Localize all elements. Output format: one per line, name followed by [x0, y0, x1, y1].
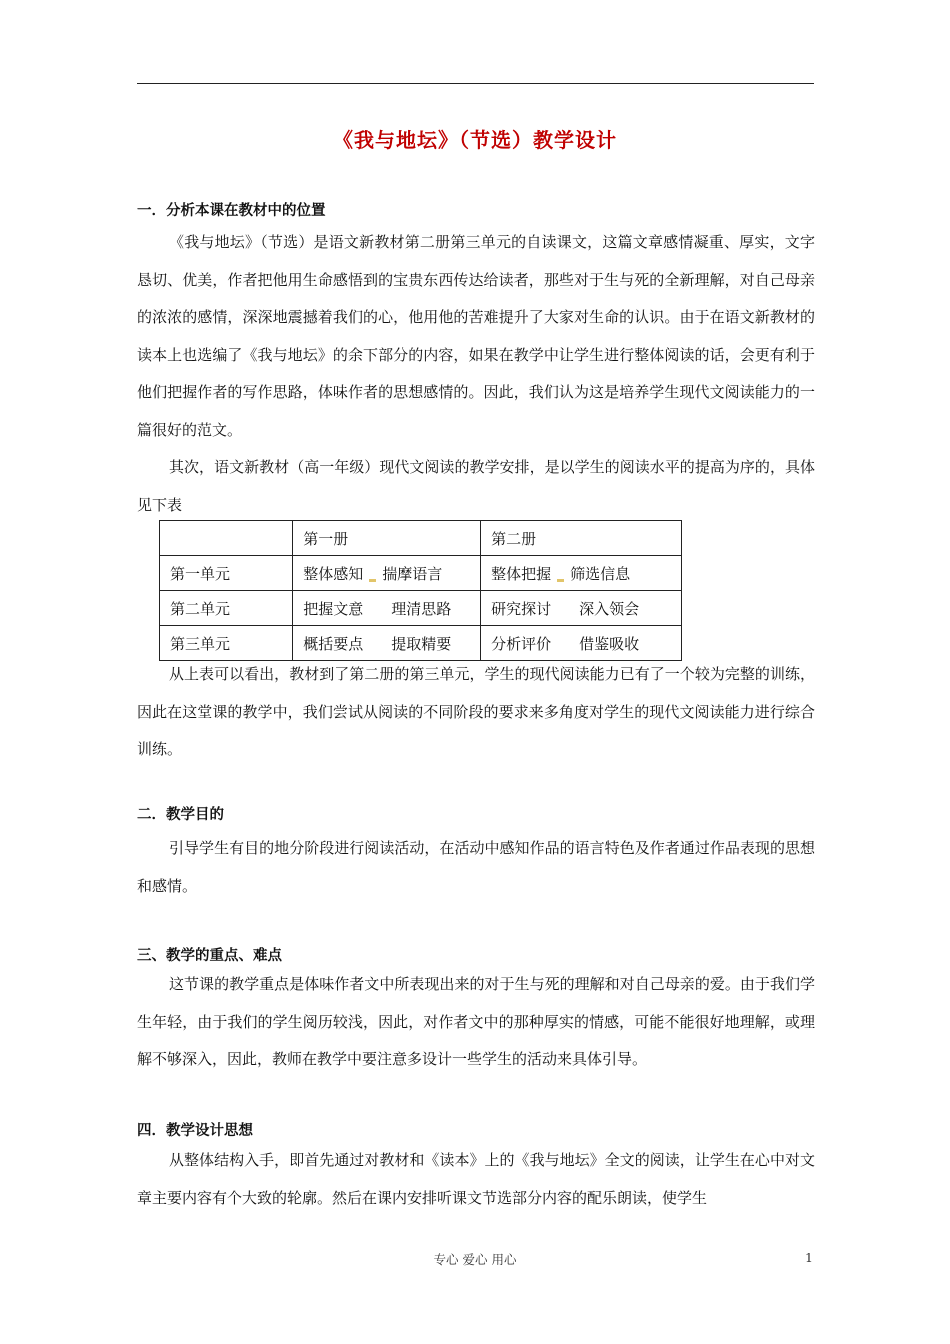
table-cell-text: 筛选信息 — [570, 564, 631, 583]
table-cell-text: 整体把握 — [491, 564, 552, 583]
section-heading-3: 三、教学的重点、难点 — [137, 948, 282, 964]
table-row — [160, 556, 682, 591]
table-cell-book1 — [293, 591, 481, 626]
stray-mark — [557, 579, 564, 582]
table-cell-text: 理清思路 — [391, 599, 452, 618]
table-cell-book1 — [293, 556, 481, 591]
table-cell-text: 深入领会 — [579, 599, 640, 618]
table-cell-text: 揣摩语言 — [382, 564, 443, 583]
section-heading-4: 四．教学设计思想 — [137, 1123, 253, 1139]
table-cell-text: 提取精要 — [391, 634, 452, 653]
units-table — [159, 520, 682, 661]
table-header-cell: 第二册 — [481, 521, 682, 556]
table-cell-unit: 第一单元 — [160, 556, 293, 591]
section-heading-2: 二．教学目的 — [137, 807, 224, 823]
table-cell-text: 研究探讨 — [491, 599, 552, 618]
section-3-paragraph-1: 这节课的教学重点是体味作者文中所表现出来的对于生与死的理解和对自己母亲的爱。由于我们学生年轻，由于我们的学生阅历较浅，因此，对作者文中的那种厚实的情感，可能不能很好地理解，或理解不够深入，因此，教师在教学中要注意多设计一些学生的活动来具体引导。 — [137, 975, 815, 1068]
table-cell-text: 分析评价 — [491, 634, 552, 653]
table-cell-text: 概括要点 — [303, 634, 364, 653]
table-cell-text: 把握文意 — [303, 599, 364, 618]
table-cell-text: 整体感知 — [303, 564, 364, 583]
section-2-paragraph-1: 引导学生有目的地分阶段进行阅读活动，在活动中感知作品的语言特色及作者通过作品表现的思想和感情。 — [137, 839, 815, 895]
table-cell-book2 — [481, 556, 682, 591]
table-header-cell — [160, 521, 293, 556]
table-header-cell: 第一册 — [293, 521, 481, 556]
table-cell-unit: 第三单元 — [160, 626, 293, 661]
table-cell-unit: 第二单元 — [160, 591, 293, 626]
section-1-paragraph-2: 其次，语文新教材（高一年级）现代文阅读的教学安排，是以学生的阅读水平的提高为序的，具体见下表 — [137, 458, 815, 514]
table-row — [160, 591, 682, 626]
header-rule — [137, 83, 814, 84]
section-heading-1: 一．分析本课在教材中的位置 — [137, 203, 326, 219]
stray-mark — [369, 579, 376, 582]
section-4-paragraph-1: 从整体结构入手，即首先通过对教材和《读本》上的《我与地坛》全文的阅读，让学生在心中对文章主要内容有个大致的轮廓。然后在课内安排听课文节选部分内容的配乐朗读，使学生 — [137, 1151, 815, 1207]
table-cell-text: 借鉴吸收 — [579, 634, 640, 653]
page-number: 1 — [805, 1250, 813, 1265]
footer-motto: 专心 爱心 用心 — [433, 1252, 517, 1267]
document-title: 《我与地坛》（节选）教学设计 — [333, 128, 617, 152]
section-1-paragraph-1: 《我与地坛》（节选）是语文新教材第二册第三单元的自读课文，这篇文章感情凝重、厚实，文字恳切、优美，作者把他用生命感悟到的宝贵东西传达给读者，那些对于生与死的全新理解，对自己母亲的浓浓的感情，深深地震撼着我们的心，他用他的苦难提升了大家对生命的认识。由于在语文新教材的读本上也选编了《我与地坛》的余下部分的内容，如果在教学中让学生进行整体阅读的话，会更有利于他们把握作者的写作思路，体味作者的思想感情的。因此，我们认为这是培养学生现代文阅读能力的一篇很好的范文。 — [137, 233, 815, 439]
table-cell-book2 — [481, 591, 682, 626]
table-header-row — [160, 521, 682, 556]
section-1-paragraph-3: 从上表可以看出，教材到了第二册的第三单元，学生的现代阅读能力已有了一个较为完整的训练，因此在这堂课的教学中，我们尝试从阅读的不同阶段的要求来多角度对学生的现代文阅读能力进行综合训练。 — [137, 665, 815, 758]
